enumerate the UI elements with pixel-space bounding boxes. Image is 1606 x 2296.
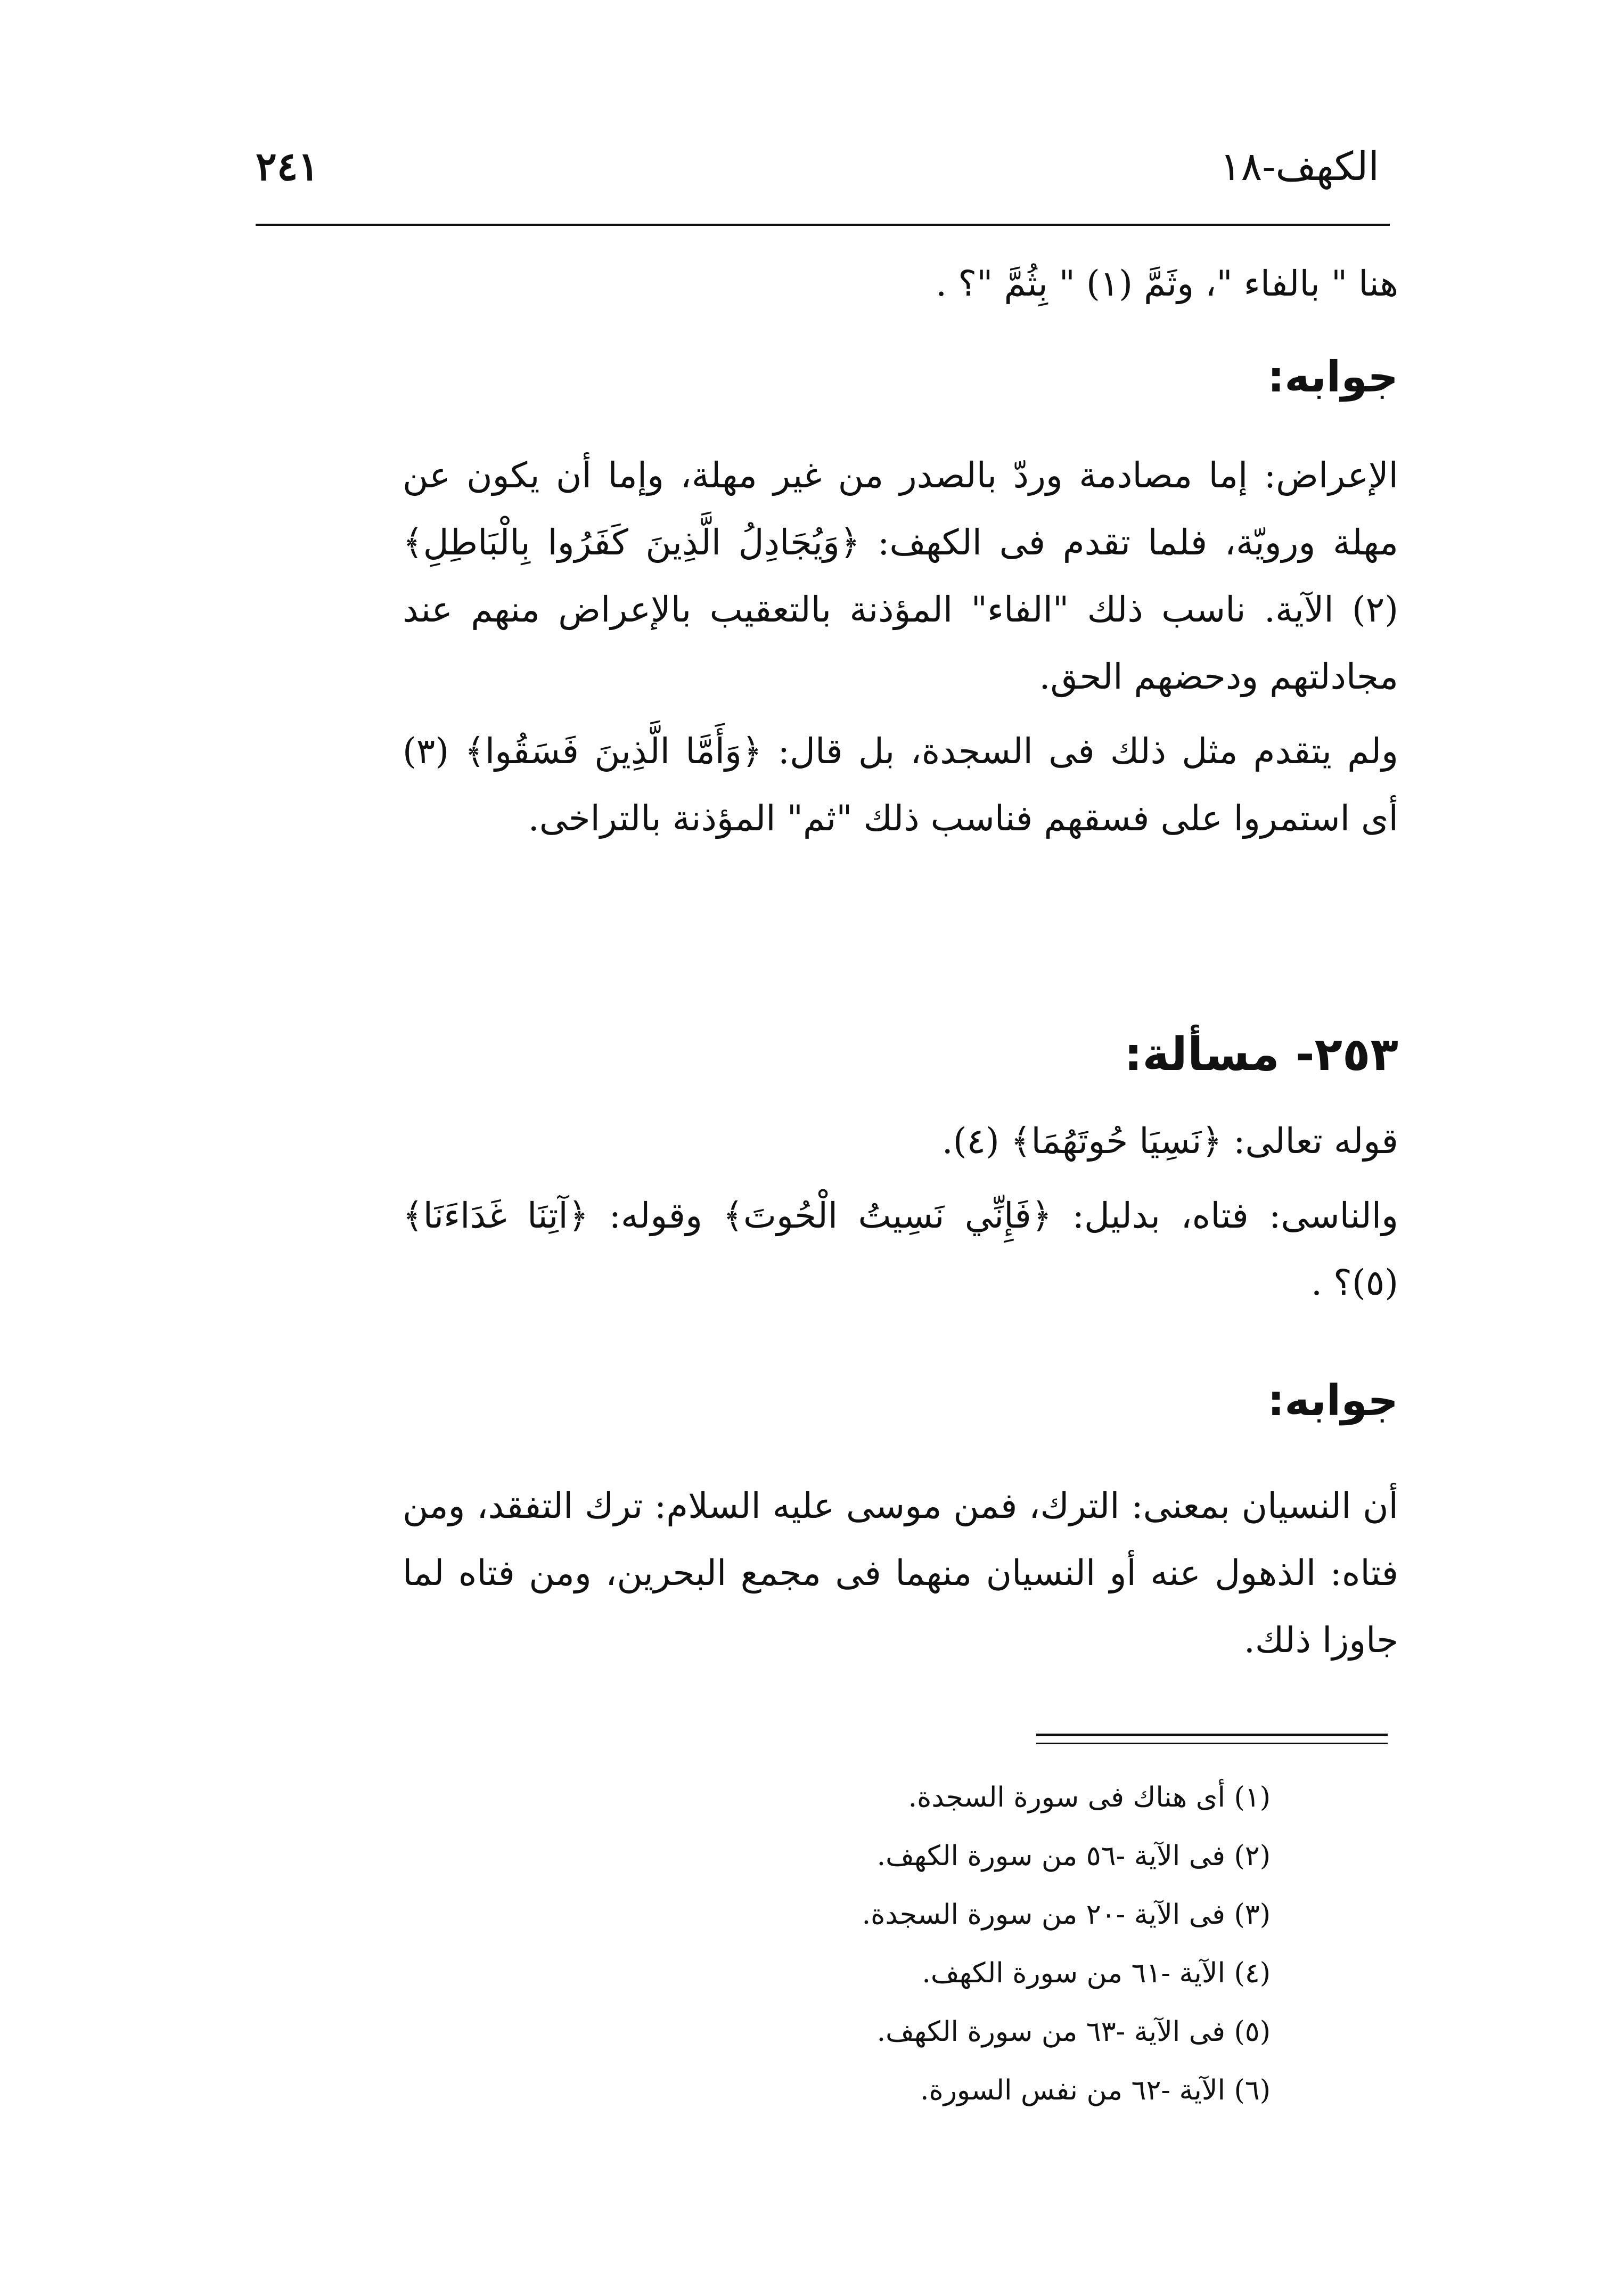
footnote-6: (٦) الآية -٦٢ من نفس السورة. xyxy=(920,2074,1271,2106)
footnote-1: (١) أى هناك فى سورة السجدة. xyxy=(908,1782,1271,1813)
footnote-3: (٣) فى الآية -٢٠ من سورة السجدة. xyxy=(862,1899,1271,1931)
footnote-divider-inner xyxy=(1036,1743,1388,1744)
chapter-title: الكهف-١٨ xyxy=(1219,144,1379,190)
page-number: ٢٤١ xyxy=(256,144,319,190)
answer-heading-2: جوابه: xyxy=(1267,1376,1398,1425)
question-253-paragraph-2: والناسى: فتاه، بدليل: ﴿فَإِنِّي نَسِيتُ الْحُوتَ﴾ وقوله: ﴿آتِنَا غَدَاءَنَا﴾ (٥)؟ . xyxy=(403,1195,1398,1303)
answer-2-paragraph-1: أن النسيان بمعنى: الترك، فمن موسى عليه السلام: ترك التفقد، ومن فتاه: الذهول عنه أو النسيان منهما فى مجمع البحرين، ومن فتاه لما جاوزا ذلك. xyxy=(403,1485,1398,1661)
footnote-4: (٤) الآية -٦١ من سورة الكهف. xyxy=(922,1957,1271,1989)
question-253-paragraph-1: قوله تعالى: ﴿نَسِيَا حُوتَهُمَا﴾ (٤). xyxy=(941,1121,1398,1162)
question-253-body xyxy=(403,1108,1398,1317)
answer-1-body xyxy=(403,442,1398,852)
intro-line: هنا " بالفاء "، وثَمَّ (١) " بِثُمَّ "؟ . xyxy=(936,263,1398,304)
question-heading-253: ٢٥٣- مسألة: xyxy=(1124,1028,1398,1081)
answer-1-paragraph-2: ولم يتقدم مثل ذلك فى السجدة، بل قال: ﴿وَأَمَّا الَّذِينَ فَسَقُوا﴾ (٣) أى استمروا على فسقهم فناسب ذلك "ثم" المؤذنة بالتراخى. xyxy=(403,731,1398,839)
header-divider xyxy=(256,224,1390,226)
answer-1-paragraph-1: الإعراض: إما مصادمة وردّ بالصدر من غير مهلة، وإما أن يكون عن مهلة ورويّة، فلما تقدم فى الكهف: ﴿وَيُجَادِلُ الَّذِينَ كَفَرُوا بِالْبَاطِلِ﴾ (٢) الآية. ناسب ذلك "الفاء" المؤذنة بالتعقيب بالإعراض منهم عند مجادلتهم ودحضهم الحق. xyxy=(403,455,1398,697)
answer-2-body xyxy=(403,1473,1398,1674)
footnotes xyxy=(365,1768,1271,2120)
running-header xyxy=(256,144,1379,224)
answer-heading-1: جوابه: xyxy=(1267,352,1398,402)
footnote-5: (٥) فى الآية -٦٣ من سورة الكهف. xyxy=(876,2016,1271,2048)
intro-text xyxy=(403,250,1398,317)
footnote-2: (٢) فى الآية -٥٦ من سورة الكهف. xyxy=(876,1840,1271,1872)
footnote-divider xyxy=(1036,1734,1388,1736)
